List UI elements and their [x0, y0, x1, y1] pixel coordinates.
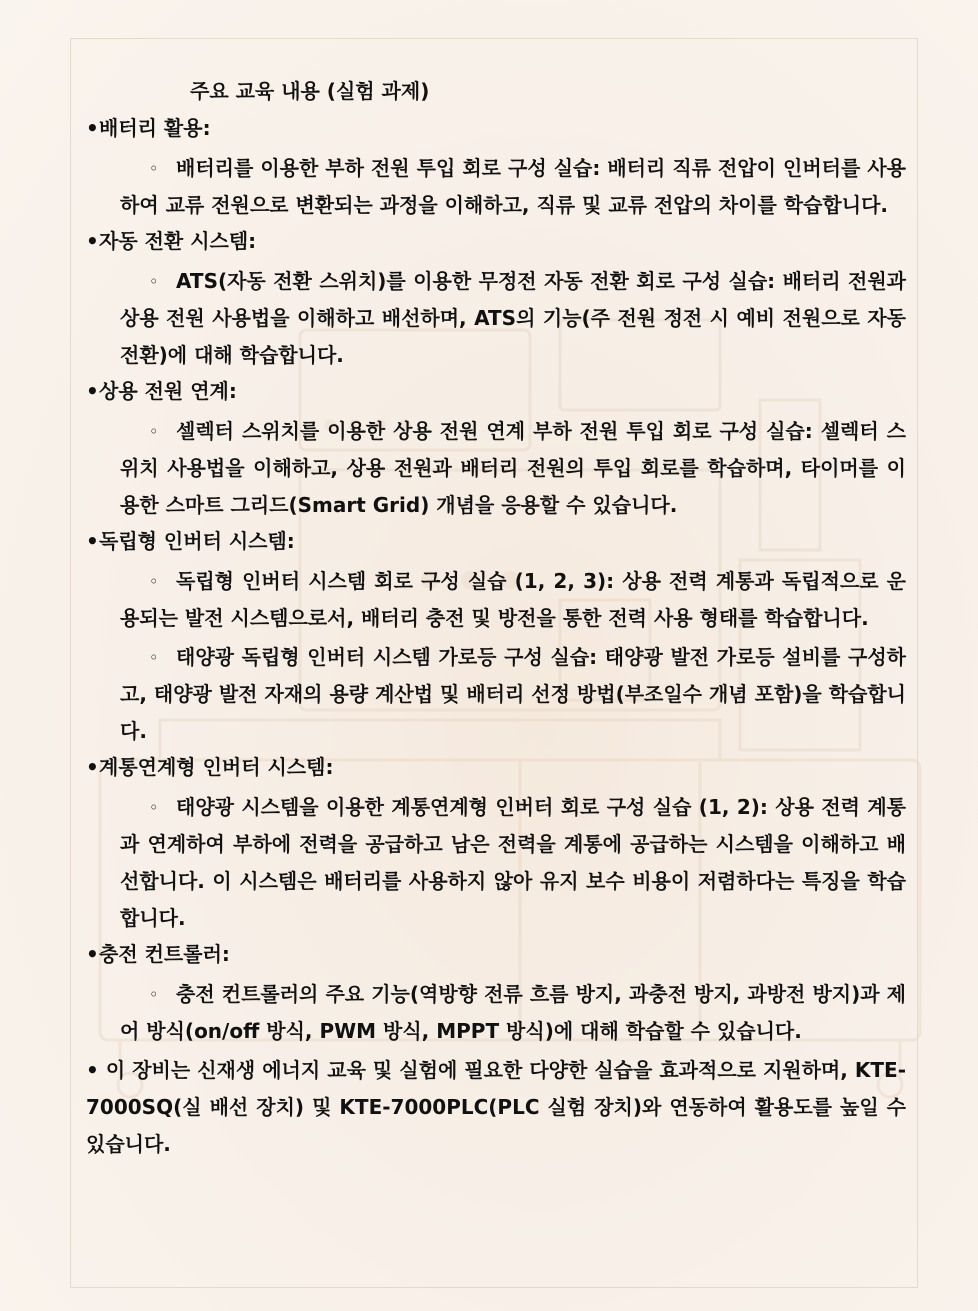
- sections-list: [86, 113, 906, 1050]
- section-heading: [86, 376, 906, 406]
- section-heading-text: 배터리 활용:: [99, 116, 211, 140]
- sub-bullet-marker: ◦: [149, 985, 159, 1004]
- document-title: 주요 교육 내용 (실험 과제): [190, 79, 430, 103]
- section-heading: [86, 226, 906, 256]
- sub-item-text: ATS(자동 전환 스위치)를 이용한 무정전 자동 전환 회로 구성 실습: 배터리 전원과 상용 전원 사용법을 이해하고 배선하며, ATS의 기능(주 전원 정전 시 예비 전원으로 자동 전환)에 대해 학습합니다.: [120, 269, 906, 367]
- section-heading-text: 계통연계형 인버터 시스템:: [99, 755, 334, 779]
- sub-item: [120, 789, 906, 937]
- closing-paragraph: [86, 1052, 906, 1163]
- bullet-marker: •: [86, 1058, 99, 1082]
- sub-item: [120, 413, 906, 524]
- sub-bullet-marker: ◦: [149, 648, 159, 667]
- section: [86, 752, 906, 937]
- section-heading-text: 충전 컨트롤러:: [99, 942, 230, 966]
- sub-item: [120, 263, 906, 374]
- section-heading-text: 독립형 인버터 시스템:: [99, 529, 295, 553]
- sub-item: [120, 639, 906, 750]
- sub-item: [120, 976, 906, 1050]
- sub-bullet-marker: ◦: [149, 159, 159, 178]
- bullet-marker: •: [86, 229, 99, 253]
- section: [86, 113, 906, 224]
- section: [86, 226, 906, 374]
- bullet-marker: •: [86, 529, 99, 553]
- sub-bullet-marker: ◦: [149, 272, 159, 291]
- section-heading: [86, 113, 906, 143]
- sub-bullet-marker: ◦: [149, 422, 159, 441]
- sub-bullet-marker: ◦: [149, 572, 159, 591]
- sub-item: [120, 563, 906, 637]
- bullet-marker: •: [86, 116, 99, 140]
- bullet-marker: •: [86, 755, 99, 779]
- bullet-marker: •: [86, 379, 99, 403]
- sub-item-text: 셀렉터 스위치를 이용한 상용 전원 연계 부하 전원 투입 회로 구성 실습: 셀렉터 스위치 사용법을 이해하고, 상용 전원과 배터리 전원의 투입 회로를 학습하며, 타이머를 이용한 스마트 그리드(Smart Grid) 개념을 응용할 수 있습니다.: [120, 419, 906, 517]
- section: [86, 526, 906, 750]
- section-heading: [86, 752, 906, 782]
- section-heading: [86, 939, 906, 969]
- sub-item: [120, 150, 906, 224]
- closing-text: 이 장비는 신재생 에너지 교육 및 실험에 필요한 다양한 실습을 효과적으로 지원하며, KTE-7000SQ(실 배선 장치) 및 KTE-7000PLC(PLC 실험 장치)와 연동하여 활용도를 높일 수 있습니다.: [86, 1058, 907, 1156]
- sub-item-text: 독립형 인버터 시스템 회로 구성 실습 (1, 2, 3): 상용 전력 계통과 독립적으로 운용되는 발전 시스템으로서, 배터리 충전 및 방전을 통한 전력 사용 형태를 학습합니다.: [120, 569, 906, 630]
- sub-item-text: 배터리를 이용한 부하 전원 투입 회로 구성 실습: 배터리 직류 전압이 인버터를 사용하여 교류 전원으로 변환되는 과정을 이해하고, 직류 및 교류 전압의 차이를 학습합니다.: [120, 156, 906, 217]
- section: [86, 376, 906, 524]
- sub-item-text: 태양광 시스템을 이용한 계통연계형 인버터 회로 구성 실습 (1, 2): 상용 전력 계통과 연계하여 부하에 전력을 공급하고 남은 전력을 계통에 공급하는 시스템을 이해하고 배선합니다. 이 시스템은 배터리를 사용하지 않아 유지 보수 비용이 저렴하다는 특징을 학습합니다.: [120, 795, 906, 930]
- section-heading-text: 상용 전원 연계:: [99, 379, 237, 403]
- section-heading-text: 자동 전환 시스템:: [99, 229, 257, 253]
- sub-item-text: 충전 컨트롤러의 주요 기능(역방향 전류 흐름 방지, 과충전 방지, 과방전 방지)과 제어 방식(on/off 방식, PWM 방식, MPPT 방식)에 대해 학습할 수 있습니다.: [120, 982, 906, 1043]
- section-heading: [86, 526, 906, 556]
- bullet-marker: •: [86, 942, 99, 966]
- sub-item-text: 태양광 독립형 인버터 시스템 가로등 구성 실습: 태양광 발전 가로등 설비를 구성하고, 태양광 발전 자재의 용량 계산법 및 배터리 선정 방법(부조일수 개념 포함)을 학습합니다.: [120, 645, 906, 743]
- sub-bullet-marker: ◦: [149, 798, 159, 817]
- section: [86, 939, 906, 1050]
- document-body: [86, 76, 906, 1163]
